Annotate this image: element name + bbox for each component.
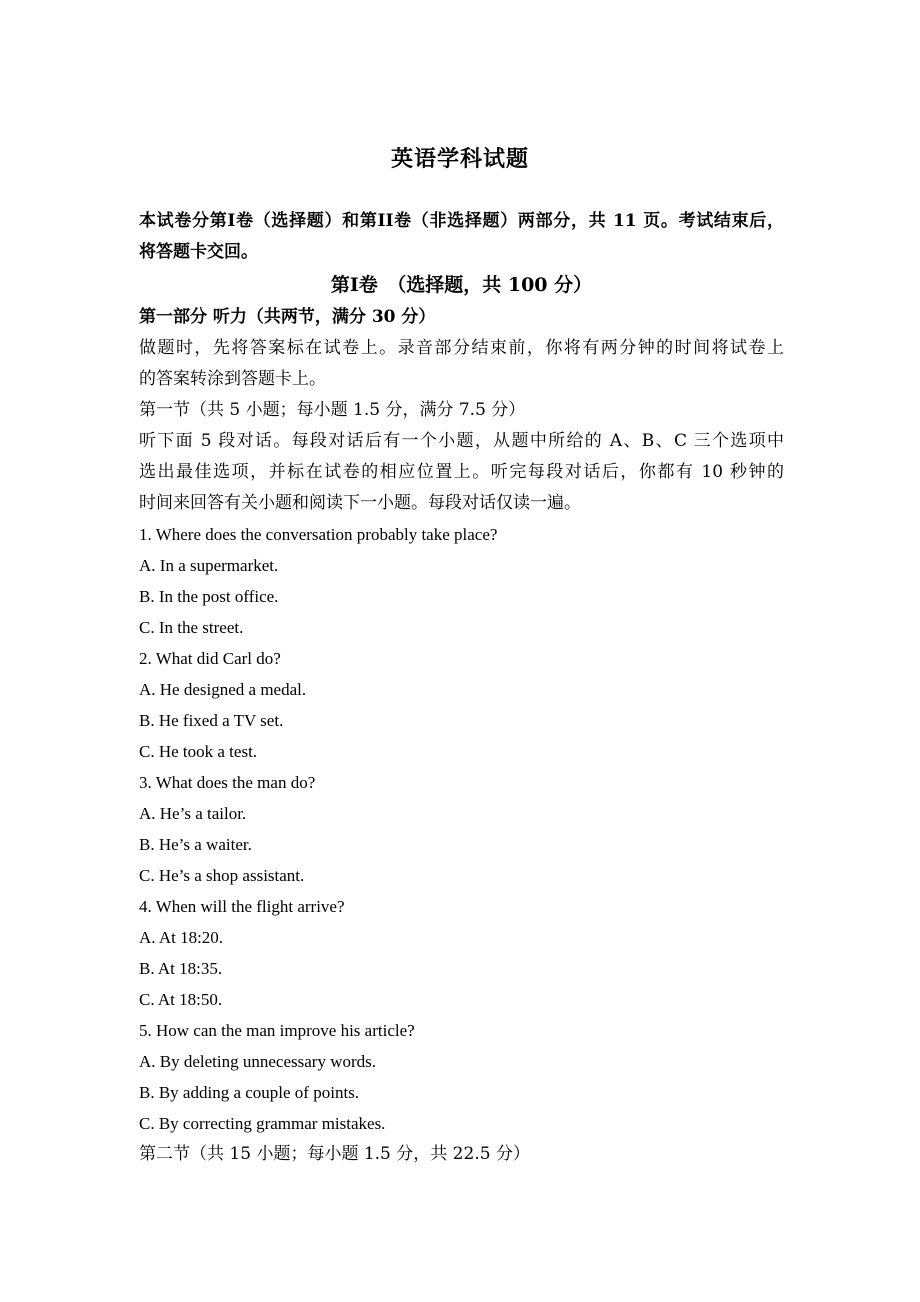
part1-heading: 第一部分 听力（共两节，满分 30 分） [139, 307, 436, 327]
instruction-line: 时间来回答有关小题和阅读下一小题。每段对话仅读一遍。 [139, 493, 581, 513]
option-b: B. He fixed a TV set. [139, 711, 284, 730]
option-c: C. At 18:50. [139, 990, 223, 1009]
option-b: B. He’s a waiter. [139, 835, 252, 854]
option-b: B. At 18:35. [139, 959, 223, 978]
instruction-line: 的答案转涂到答题卡上。 [139, 369, 326, 389]
option-b: B. In the post office. [139, 587, 279, 606]
question-text: 4. When will the flight arrive? [139, 897, 345, 916]
option-b: B. By adding a couple of points. [139, 1083, 360, 1102]
instruction-line: 做题时，先将答案标在试卷上。录音部分结束前，你将有两分钟的时间将试卷上 [139, 338, 784, 358]
instruction-line: 选出最佳选项，并标在试卷的相应位置上。听完每段对话后，你都有 10 秒钟的 [139, 462, 784, 482]
question-text: 1. Where does the conversation probably take place? [139, 525, 498, 544]
instruction-line: 听下面 5 段对话。每段对话后有一个小题，从题中所给的 A、B、C 三个选项中 [139, 431, 784, 451]
option-a: A. At 18:20. [139, 928, 224, 947]
option-a: A. He designed a medal. [139, 680, 307, 699]
option-a: A. By deleting unnecessary words. [139, 1052, 377, 1071]
question-text: 5. How can the man improve his article? [139, 1021, 415, 1040]
page-title: 英语学科试题 [390, 146, 529, 172]
option-a: A. In a supermarket. [139, 556, 279, 575]
intro-line: 本试卷分第I卷（选择题）和第II卷（非选择题）两部分，共 11 页。考试结束后， [139, 211, 784, 231]
option-c: C. He’s a shop assistant. [139, 866, 305, 885]
option-c: C. In the street. [139, 618, 244, 637]
option-a: A. He’s a tailor. [139, 804, 247, 823]
volume-heading: 第I卷 （选择题，共 100 分） [330, 274, 593, 296]
exam-content [139, 206, 784, 1170]
question-text: 3. What does the man do? [139, 773, 316, 792]
section1-heading: 第一节（共 5 小题；每小题 1.5 分，满分 7.5 分） [139, 400, 526, 420]
question-text: 2. What did Carl do? [139, 649, 281, 668]
intro-line: 将答题卡交回。 [139, 242, 258, 262]
section2-heading: 第二节（共 15 小题；每小题 1.5 分，共 22.5 分） [139, 1144, 530, 1164]
option-c: C. He took a test. [139, 742, 258, 761]
option-c: C. By correcting grammar mistakes. [139, 1114, 386, 1133]
